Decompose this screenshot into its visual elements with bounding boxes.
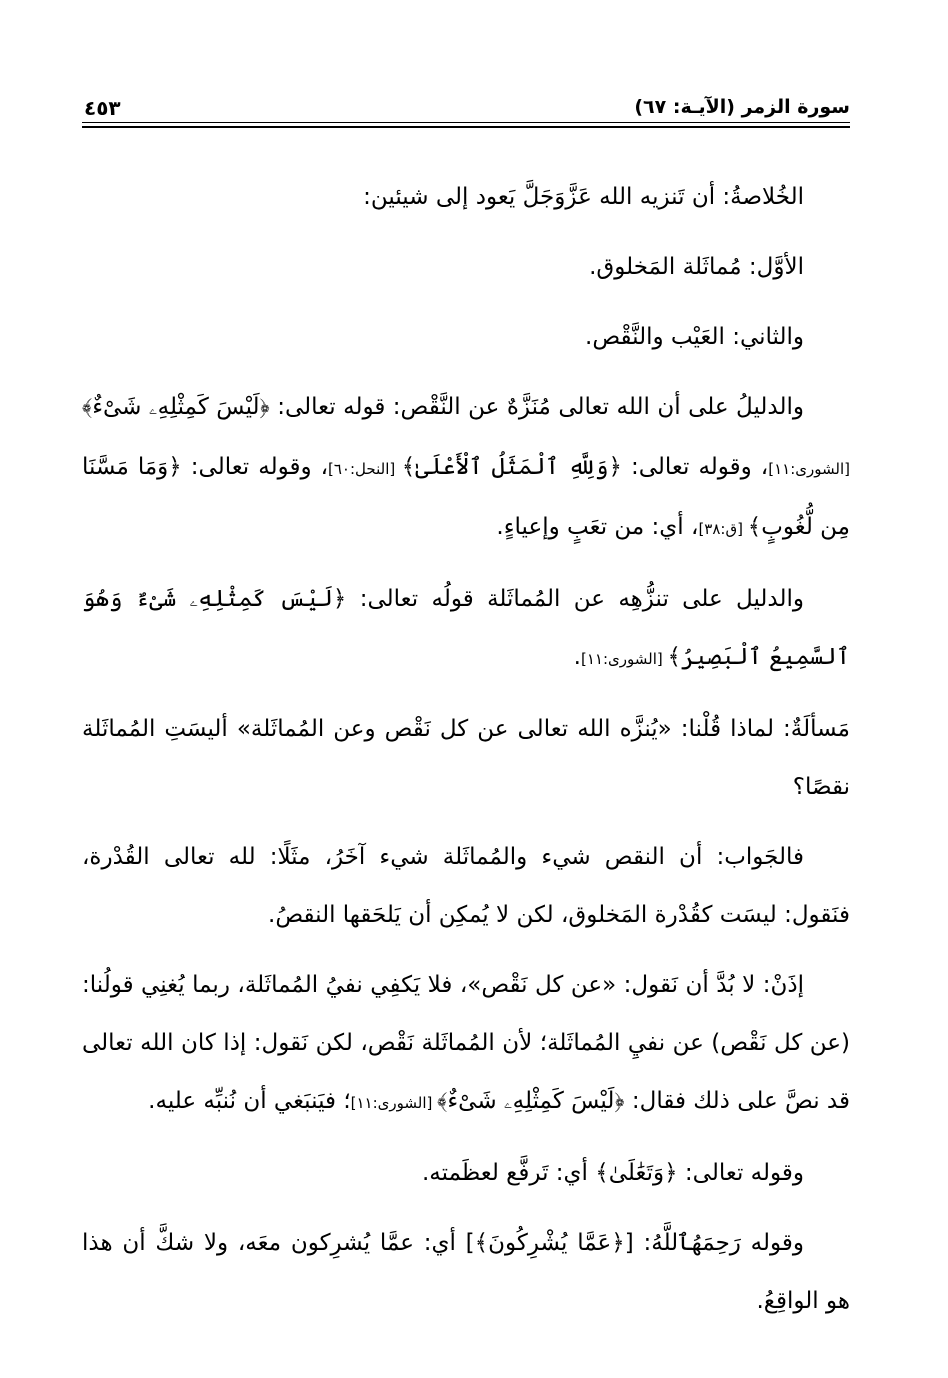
text-segment: ، وقوله تعالى: [621,454,769,480]
paragraph-associate [82,1214,850,1330]
page-header [82,92,850,128]
text-segment: ، أي: من تعَبٍ وإعياءٍ. [496,514,699,540]
text-segment: وقوله رَحِمَهُٱللَّهُ: [ [624,1230,804,1256]
text-segment: ، وقوله تعالى: [181,454,329,480]
quran-verse: ﴿وَتَعَٰلَىٰ﴾ [595,1160,678,1186]
page-body [82,168,850,1342]
paragraph-question: مَسألَةٌ: لماذا قُلْنا: «يُنزَّه الله تعالى عن كل نَقْص وعن المُماثَلة» أليسَتِ المُماثَلة نقصًا؟ [82,716,850,800]
verse-reference: [النحل:٦٠] [328,460,402,478]
paragraph-answer: فالجَواب: أن النقص شيء والمُماثَلة شيء آخَرُ، مثَلًا: لله تعالى القُدْرة، فنَقول: ليسَت كقُدْرة المَخلوق، لكن لا يُمكِن أن يَلحَقها النقصُ. [82,844,850,928]
text-segment: ؛ فيَنبَغي أن نُنبِّه عليه. [148,1088,351,1114]
quran-verse: ﴿وَمَا مَسَّنَا مِن لُّغُوبٍ﴾ [82,454,850,540]
paragraph-conclusion [82,956,850,1132]
verse-reference: [الشورى:١١] [350,1094,438,1112]
paragraph-exalted [82,1144,850,1202]
text-segment: ] أي: عمَّا يُشرِكون معَه، ولا شكَّ أن هذا هو الواقِعُ. [82,1230,850,1314]
paragraph-first-point: الأوَّل: مُماثَلة المَخلوق. [589,254,804,280]
paragraph-summary: الخُلاصةُ: أن تَنزيه الله عَزَّوَجَلَّ يَعود إلى شيئين: [363,184,804,210]
verse-reference: [الشورى:١١] [768,460,850,478]
text-segment: وقوله تعالى: [677,1160,804,1186]
text-segment: إذَنْ: لا بُدَّ أن نَقول: «عن كل نَقْص»، فلا يَكفِي نفيُ المُماثَلة، ربما يُغنِي قولُنا: (عن كل نَقْص) عن نفيِ المُماثَلة؛ لأن المُماثَلة نَقْص، لكن نَقول: إذا كان الله تعالى قد نصَّ على ذلك فقال: [82,972,850,1114]
header-rule [82,122,850,123]
verse-reference: [ق:٣٨] [698,520,748,538]
verse-reference: [الشورى:١١] [580,650,668,668]
quran-verse: ﴿عَمَّا يُشْرِكُونَ﴾ [474,1230,625,1256]
surah-title: سورة الزمر (الآيـة: ٦٧) [634,96,850,118]
text-segment: . [573,644,581,670]
quran-verse: ﴿وَلِلَّهِ ٱلْمَثَلُ ٱلْأَعْلَىٰ﴾ [401,454,622,480]
paragraph-second-point: والثاني: العَيْب والنَّقْص. [585,324,804,350]
quran-verse: ﴿لَيْسَ كَمِثْلِهِۦ شَىْءٌ وَهُوَ ٱلسَّمِيعُ ٱلْبَصِيرُ﴾ [82,586,850,670]
paragraph-evidence-deficiency [82,378,850,558]
text-segment: والدليل على تنزُّهِه عن المُماثَلة قولُه تعالى: [346,586,804,612]
paragraph-evidence-likeness [82,570,850,688]
text-segment: والدليلُ على أن الله تعالى مُنَزَّهٌ عن النَّقْص: قوله تعالى: [269,394,804,420]
quran-verse: ﴿لَيْسَ كَمِثْلِهِۦ شَىْءٌ﴾ [82,394,270,420]
text-segment: أي: تَرفَّع لعظَمته. [422,1160,596,1186]
quran-verse: ﴿لَيْسَ كَمِثْلِهِۦ شَىْءٌ﴾ [437,1088,625,1114]
page-number: ٤٥٣ [84,96,121,120]
